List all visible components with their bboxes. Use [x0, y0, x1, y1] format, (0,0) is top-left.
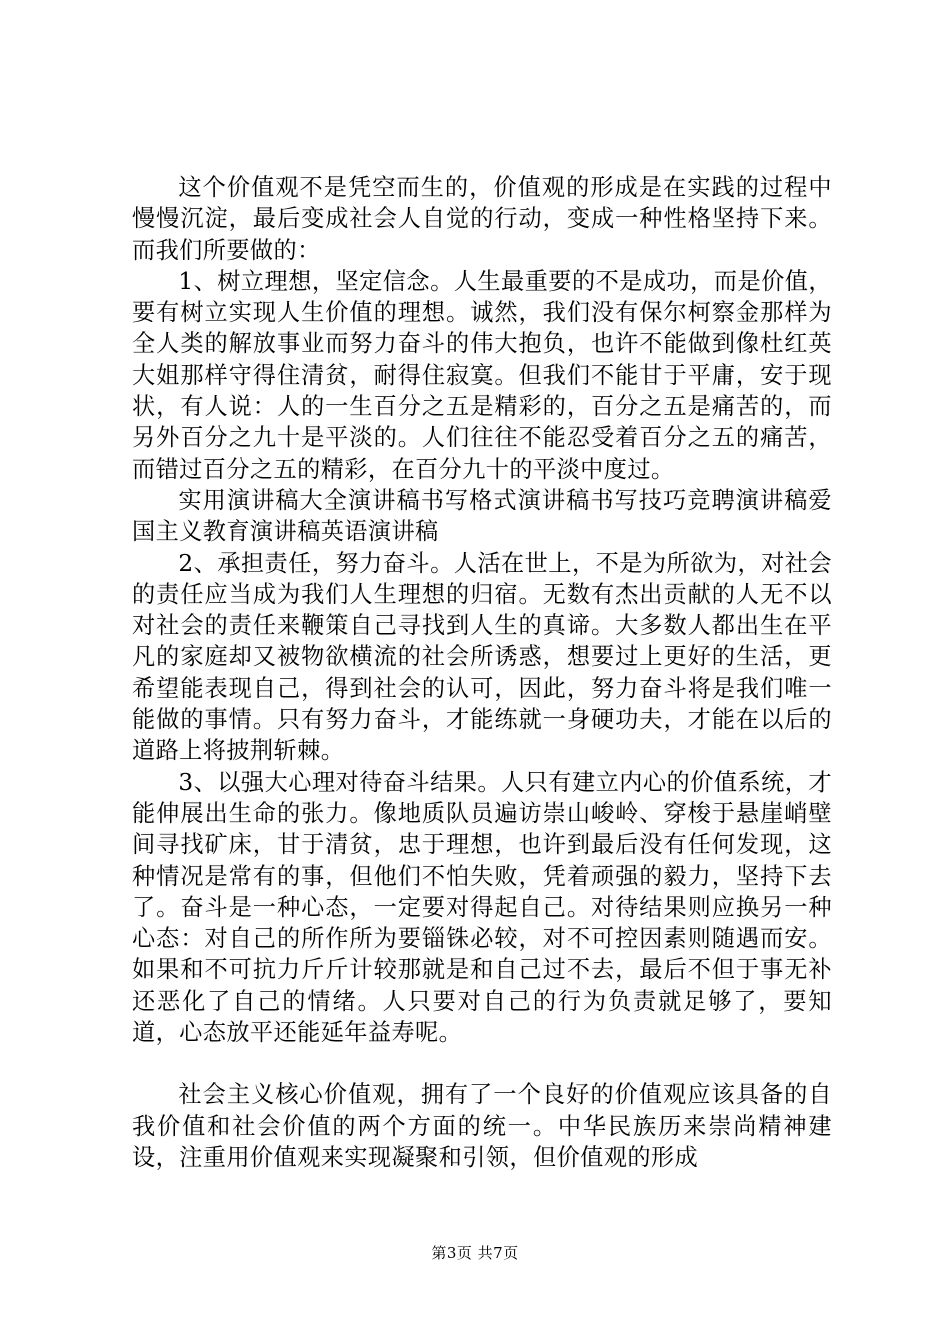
paragraph-spacer — [132, 1048, 832, 1079]
paragraph-related-links: 实用演讲稿大全演讲稿书写格式演讲稿书写技巧竞聘演讲稿爱国主义教育演讲稿英语演讲稿 — [132, 486, 832, 546]
paragraph-point-1: 1、树立理想，坚定信念。人生最重要的不是成功，而是价值，要有树立实现人生价值的理想。诚然，我们没有保尔柯察金那样为全人类的解放事业而努力奋斗的伟大抱负，也许不能做到像杜红英大姐那样守得住清贫，耐得住寂寞。但我们不能甘于平庸，安于现状，有人说：人的一生百分之五是精彩的，百分之五是痛苦的，而另外百分之九十是平淡的。人们往往不能忍受着百分之五的痛苦，而错过百分之五的精彩，在百分九十的平淡中度过。 — [132, 267, 832, 483]
page-footer: 第3页 共7页 — [431, 1244, 519, 1262]
paragraph-point-3: 3、以强大心理对待奋斗结果。人只有建立内心的价值系统，才能伸展出生命的张力。像地质队员遍访崇山峻岭、穿梭于悬崖峭壁间寻找矿床，甘于清贫，忠于理想，也许到最后没有任何发现，这种情况是常有的事，但他们不怕失败，凭着顽强的毅力，坚持下去了。奋斗是一种心态，一定要对得起自己。对待结果则应换另一种心态：对自己的所作所为要锱铢必较，对不可控因素则随遇而安。如果和不可抗力斤斤计较那就是和自己过不去，最后不但于事无补还恶化了自己的情绪。人只要对自己的行为负责就足够了，要知道，心态放平还能延年益寿呢。 — [132, 768, 832, 1047]
paragraph-point-2: 2、承担责任，努力奋斗。人活在世上，不是为所欲为，对社会的责任应当成为我们人生理想的归宿。无数有杰出贡献的人无不以对社会的责任来鞭策自己寻找到人生的真谛。大多数人都出生在平凡的家庭却又被物欲横流的社会所诱惑，想要过上更好的生活，更希望能表现自己，得到社会的认可，因此，努力奋斗将是我们唯一能做的事情。只有努力奋斗，才能练就一身硬功夫，才能在以后的道路上将披荆斩棘。 — [132, 549, 832, 765]
document-body — [132, 172, 832, 1173]
paragraph-intro: 这个价值观不是凭空而生的，价值观的形成是在实践的过程中慢慢沉淀，最后变成社会人自觉的行动，变成一种性格坚持下来。而我们所要做的： — [132, 174, 832, 264]
paragraph-conclusion: 社会主义核心价值观，拥有了一个良好的价值观应该具备的自我价值和社会价值的两个方面的统一。中华民族历来崇尚精神建设，注重用价值观来实现凝聚和引领，但价值观的形成 — [132, 1081, 832, 1171]
